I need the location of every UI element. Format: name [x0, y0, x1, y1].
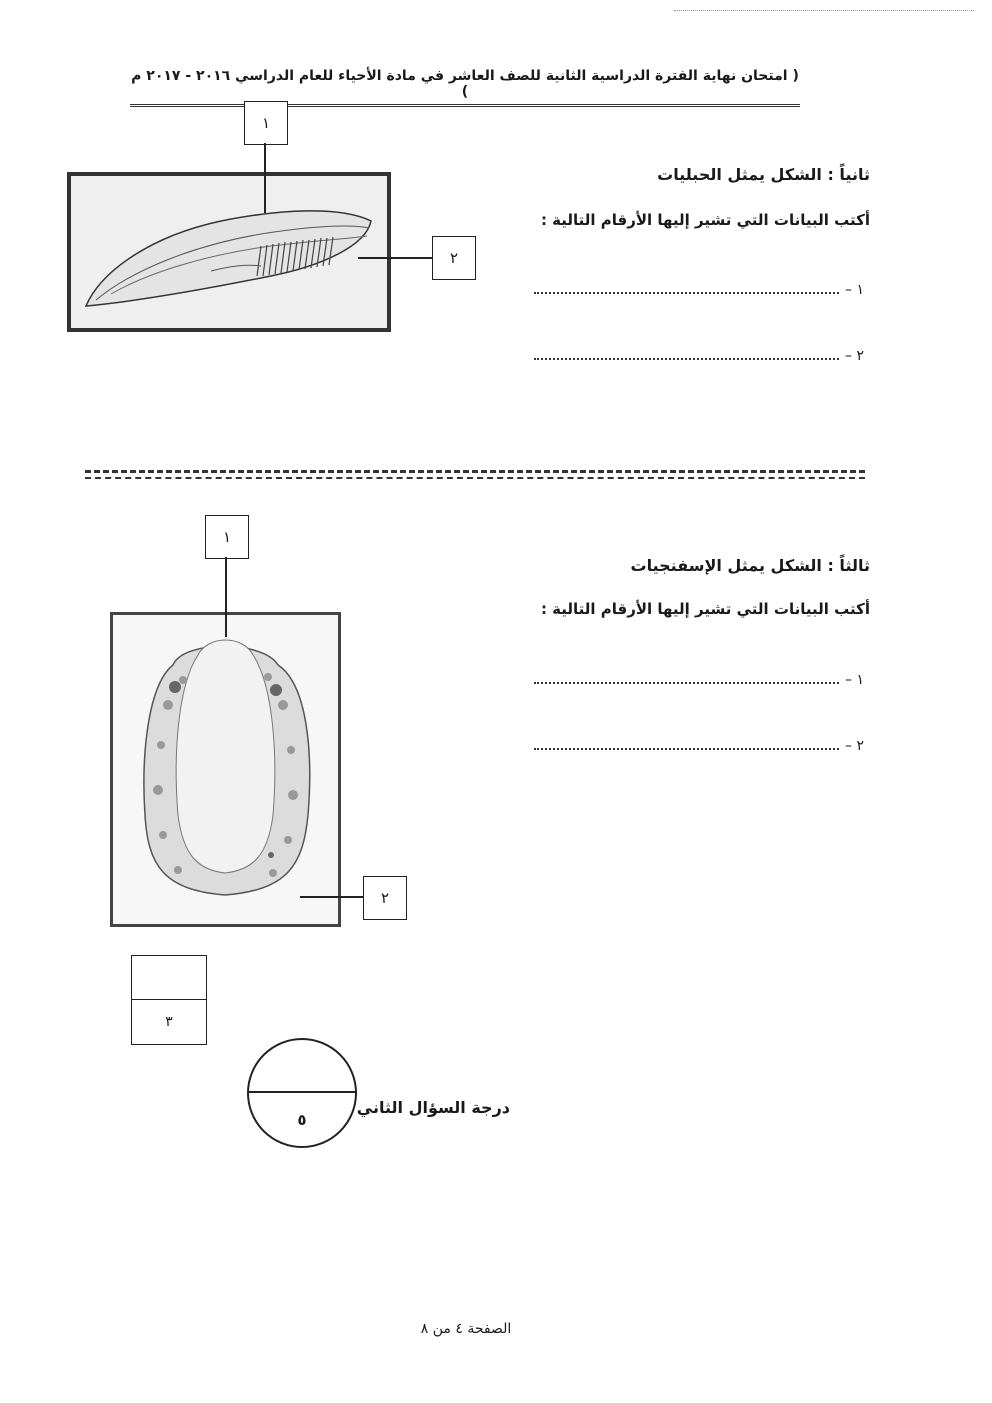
question-score-label: درجة السؤال الثاني: [356, 1098, 510, 1117]
score-circle-top: [249, 1040, 355, 1093]
figure2-label-2: ٢: [363, 876, 407, 920]
label-1-pointer-line: [264, 143, 266, 213]
scan-edge-dots: [674, 10, 974, 11]
score-box-max: ٣: [165, 1014, 173, 1030]
figure1-label-2: ٢: [432, 236, 476, 280]
figure2-label-1: ١: [205, 515, 249, 559]
answer-number: ٢ –: [845, 348, 864, 364]
section2-instruction: أكتب البيانات التي تشير إليها الأرقام التالية :: [540, 211, 870, 229]
section-score-box: [131, 955, 207, 1045]
answer-number: ٢ –: [845, 738, 864, 754]
section2-title: ثانياً : الشكل يمثل الحبليات: [657, 165, 870, 184]
section3-answer-2[interactable]: [534, 738, 864, 754]
score-box-empty: [132, 956, 206, 1000]
page-number: الصفحة ٤ من ٨: [420, 1321, 512, 1337]
amphioxus-drawing-icon: [71, 176, 387, 328]
answer-blank[interactable]: [534, 747, 839, 750]
answer-number: ١ –: [845, 672, 864, 688]
answer-blank[interactable]: [534, 681, 839, 684]
sponge-drawing-icon: [113, 615, 338, 924]
section3-instruction: أكتب البيانات التي تشير إليها الأرقام التالية :: [540, 600, 870, 618]
amphioxus-figure: [67, 172, 391, 332]
section-divider: [85, 470, 865, 479]
exam-header-title: ( امتحان نهاية الفترة الدراسية الثانية للصف العاشر في مادة الأحياء للعام الدراسي ٢٠١٦ - ٢٠١٧ م ): [130, 68, 800, 107]
figure1-label-1: ١: [244, 101, 288, 145]
section2-answer-1[interactable]: [534, 282, 864, 298]
answer-blank[interactable]: [534, 357, 839, 360]
label-2-pointer-line: [358, 257, 432, 259]
label-2-pointer-line: [300, 896, 363, 898]
question-score-circle: [247, 1038, 357, 1148]
label-1-pointer-line: [225, 557, 227, 637]
section3-title: ثالثاً : الشكل يمثل الإسفنجيات: [630, 556, 870, 575]
answer-number: ١ –: [845, 282, 864, 298]
answer-blank[interactable]: [534, 291, 839, 294]
score-circle-value: ٥: [297, 1110, 307, 1129]
section3-answer-1[interactable]: [534, 672, 864, 688]
sponge-figure: [110, 612, 341, 927]
section2-answer-2[interactable]: [534, 348, 864, 364]
